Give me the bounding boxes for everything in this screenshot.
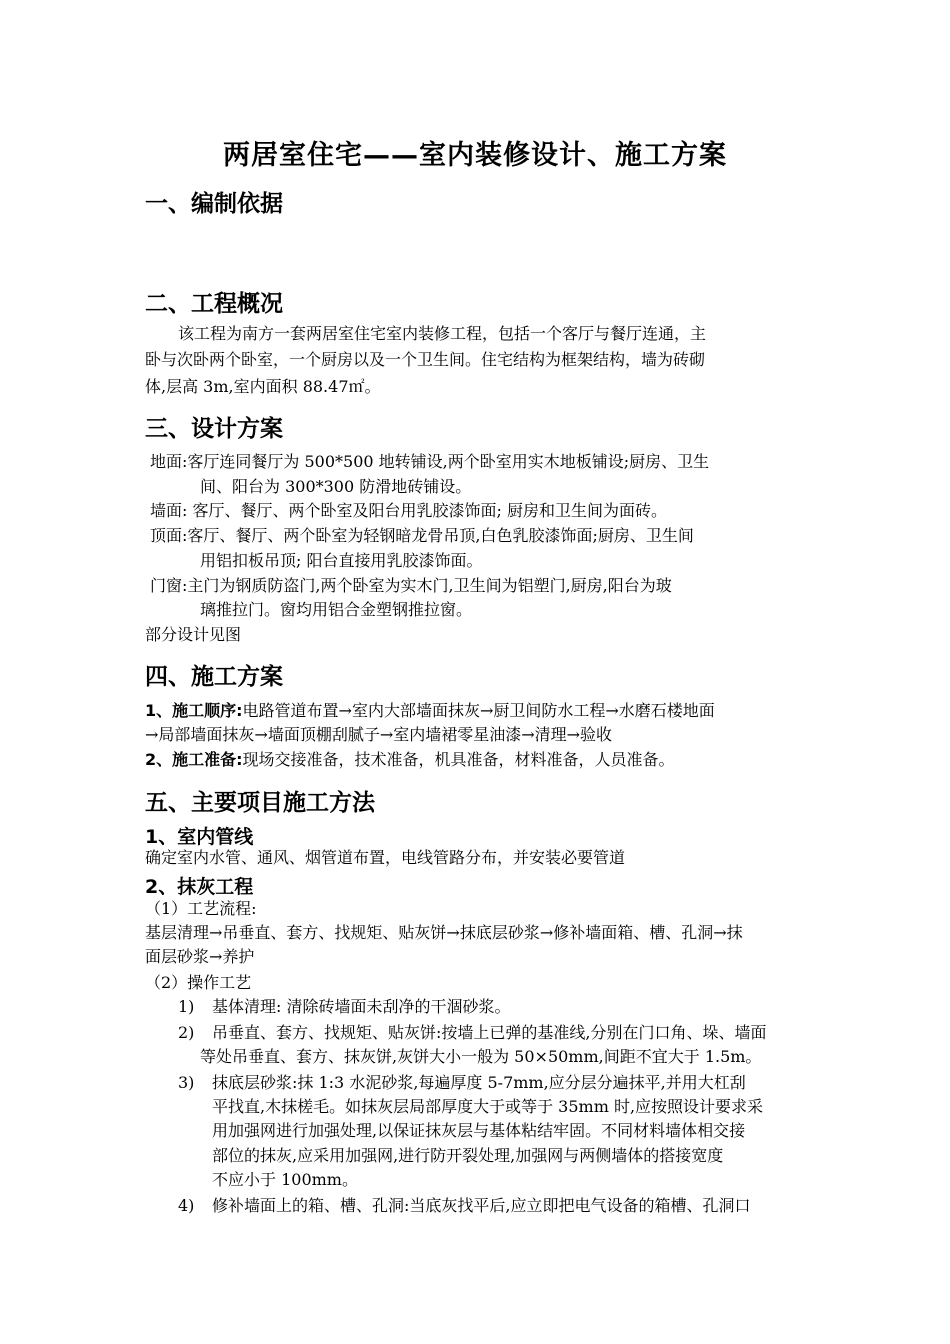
item-line: 用加强网进行加强处理,以保证抹灰层与基体粘结牢固。不同材料墙体相交接 [212,1121,746,1140]
design-line: 地面:客厅连同餐厅为 500*500 地转铺设,两个卧室用实木地板铺设;厨房、卫生 [150,452,710,471]
item-number: 1) [178,997,195,1016]
item-number: 2) [178,1023,195,1042]
item-number: 4) [178,1196,195,1215]
design-line: 间、阳台为 300*300 防滑地砖铺设。 [200,477,472,496]
item-line: 等处吊垂直、套方、抹灰饼,灰饼大小一般为 50×50mm,间距不宜大于 1.5m。 [200,1047,762,1066]
design-line: 璃推拉门。窗均用铝合金塑钢推拉窗。 [200,600,473,619]
overview-line: 该工程为南方一套两居室住宅室内装修工程，包括一个客厅与餐厅连通，主 [178,324,707,343]
pipelines-text: 确定室内水管、通风、烟管道布置，电线管路分布，并安装必要管道 [145,848,626,867]
item-line: 抹底层砂浆:抹 1:3 水泥砂浆,每遍厚度 5-7mm,应分层分遍抹平,并用大杠刮 [212,1073,746,1092]
sequence-line: →局部墙面抹灰→墙面顶棚刮腻子→室内墙裙零星油漆→清理→验收 [145,725,613,744]
sequence-line [145,700,715,722]
item-line: 部位的抹灰,应采用加强网,进行防开裂处理,加强网与两侧墙体的搭接宽度 [212,1146,724,1165]
design-line: 部分设计见图 [145,625,242,644]
design-line: 门窗:主门为钢质防盗门,两个卧室为实木门,卫生间为铝塑门,厨房,阳台为玻 [150,576,672,595]
item-line: 修补墙面上的箱、槽、孔洞:当底灰找平后,应立即把电气设备的箱槽、孔洞口 [212,1196,751,1215]
overview-line: 卧与次卧两个卧室，一个厨房以及一个卫生间。住宅结构为框架结构，墙为砖砌 [145,350,706,369]
preparation-text: 现场交接准备，技术准备，机具准备，材料准备，人员准备。 [242,750,675,769]
preparation-line [145,749,675,771]
sequence-text: 电路管道布置→室内大部墙面抹灰→厨卫间防水工程→水磨石楼地面 [242,701,715,720]
document-title: 两居室住宅——室内装修设计、施工方案 [223,140,727,171]
overview-line: 体,层高 3m,室内面积 88.47㎡。 [145,377,381,396]
flow-label: （1）工艺流程: [145,899,257,918]
heading-overview: 二、工程概况 [145,291,283,317]
heading-basis: 一、编制依据 [145,191,283,217]
item-line: 基体清理: 清除砖墙面未刮净的干涸砂浆。 [212,997,511,1016]
subheading-pipelines: 1、室内管线 [145,826,254,848]
design-line: 顶面:客厅、餐厅、两个卧室为轻钢暗龙骨吊顶,白色乳胶漆饰面;厨房、卫生间 [150,526,694,545]
item-line: 吊垂直、套方、找规矩、贴灰饼:按墙上已弹的基准线,分别在门口角、垛、墙面 [212,1023,767,1042]
item-line: 不应小于 100mm。 [212,1170,358,1189]
design-line: 用铝扣板吊顶; 阳台直接用乳胶漆饰面。 [200,551,483,570]
operation-label: （2）操作工艺 [145,973,252,992]
sequence-label: 1、施工顺序: [145,701,243,720]
item-line: 平找直,木抹槎毛。如抹灰层局部厚度大于或等于 35mm 时,应按照设计要求采 [212,1097,764,1116]
design-line: 墙面: 客厅、餐厅、两个卧室及阳台用乳胶漆饰面; 厨房和卫生间为面砖。 [150,501,667,520]
flow-line: 面层砂浆→养护 [145,947,255,966]
heading-design: 三、设计方案 [145,416,283,442]
flow-line: 基层清理→吊垂直、套方、找规矩、贴灰饼→抹底层砂浆→修补墙面箱、槽、孔洞→抹 [145,923,743,942]
heading-construction: 四、施工方案 [145,664,283,690]
preparation-label: 2、施工准备: [145,750,243,769]
item-number: 3) [178,1073,195,1092]
heading-methods: 五、主要项目施工方法 [145,790,375,816]
subheading-plastering: 2、抹灰工程 [145,876,254,898]
